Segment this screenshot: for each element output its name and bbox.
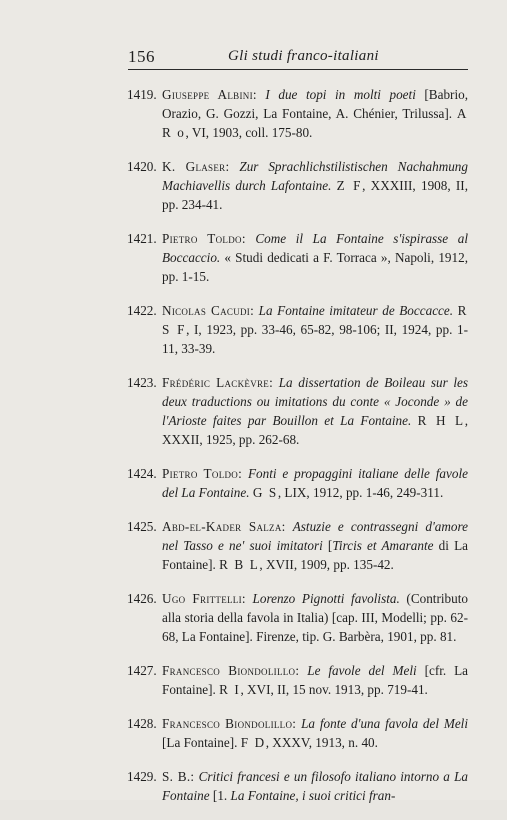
entry-author: Ugo Frittelli: bbox=[162, 591, 246, 606]
entry-journal: R S F bbox=[162, 303, 469, 337]
entry-text bbox=[162, 767, 468, 805]
entry-details: , I, 1923, pp. 33-46, 65-82, 98-106; II, 1924, pp. 1-11, 33-39. bbox=[162, 322, 469, 356]
bibliography-entry bbox=[0, 661, 507, 699]
entry-title: La fonte d'una favola del Meli bbox=[301, 716, 469, 731]
entry-details: , LIX, 1912, pp. 1-46, 249-311. bbox=[277, 485, 444, 500]
entry-number: 1429. bbox=[127, 769, 157, 784]
bibliography-entry bbox=[0, 373, 507, 449]
bibliography-entry bbox=[0, 464, 507, 502]
bibliography-entry bbox=[0, 85, 507, 142]
entry-journal: F D bbox=[240, 735, 266, 750]
running-title: Gli studi franco-italiani bbox=[228, 48, 379, 64]
entry-subtitle: Tircis et Amarante bbox=[332, 538, 434, 553]
entry-details: , VI, 1903, coll. 175-80. bbox=[185, 125, 313, 140]
entry-details: , XXXV, 1913, n. 40. bbox=[265, 735, 378, 750]
entry-journal: G S bbox=[252, 485, 278, 500]
entry-note: [cfr. La Fontaine]. bbox=[162, 663, 469, 697]
entry-note: [ bbox=[322, 538, 333, 553]
entry-text bbox=[162, 661, 468, 699]
entry-number: 1421. bbox=[127, 231, 157, 246]
entry-note: di La Fontaine]. bbox=[162, 538, 468, 572]
entry-title: I due topi in molti poeti bbox=[265, 87, 416, 102]
entry-title: La dissertation de Boileau sur les deux traductions ou imitations du conte « Joconde » de l'Arioste faites par Bouillon et La Fontaine. bbox=[162, 375, 468, 428]
page-number: 156 bbox=[128, 47, 155, 66]
entry-text bbox=[162, 85, 468, 142]
entry-number: 1423. bbox=[127, 375, 157, 390]
entry-title: Le favole del Meli bbox=[307, 663, 417, 678]
entry-details: « Studi dedicati a F. Torraca », Napoli, 1912, pp. 1-15. bbox=[162, 250, 468, 284]
bibliography-entry bbox=[0, 517, 507, 574]
entry-number: 1420. bbox=[127, 159, 157, 174]
entry-journal: R H L bbox=[417, 413, 465, 428]
entry-title: Astuzie e contrassegni d'amore nel Tasso e ne' suoi imitatori bbox=[162, 519, 469, 553]
entry-number: 1422. bbox=[127, 303, 157, 318]
entry-title: Lorenzo Pignotti favolista. bbox=[252, 591, 400, 606]
entry-number: 1425. bbox=[127, 519, 157, 534]
entry-text bbox=[162, 517, 468, 574]
bibliography-entry bbox=[0, 767, 507, 805]
entry-author: Nicolas Cacudi: bbox=[162, 303, 255, 318]
entry-text bbox=[162, 464, 468, 502]
entry-details: , XXXII, 1925, pp. 262-68. bbox=[162, 413, 468, 447]
entry-text bbox=[162, 373, 468, 449]
entry-number: 1428. bbox=[127, 716, 157, 731]
entry-title: Fonti e propaggini italiane delle favole del La Fontaine. bbox=[162, 466, 468, 500]
entry-author: Pietro Toldo: bbox=[162, 231, 246, 246]
entry-details: , XVII, 1909, pp. 135-42. bbox=[259, 557, 394, 572]
entry-journal: Z F bbox=[336, 178, 363, 193]
entry-author: Francesco Biondolillo: bbox=[162, 663, 300, 678]
entry-author: Francesco Biondolillo: bbox=[162, 716, 297, 731]
entry-author: Frédéric Lackèvre: bbox=[162, 375, 274, 390]
entry-author: S. B.: bbox=[162, 769, 195, 784]
bibliography-entry bbox=[0, 714, 507, 752]
entry-number: 1427. bbox=[127, 663, 157, 678]
entry-subtitle: La Fontaine, i suoi critici fran- bbox=[230, 788, 396, 803]
entry-title: Come il La Fontaine s'ispirasse al Boccaccio. bbox=[162, 231, 468, 265]
entry-title: Critici francesi e un filosofo italiano intorno a La Fontaine bbox=[162, 769, 468, 803]
entry-author: Abd-el-Kader Salza: bbox=[162, 519, 286, 534]
entry-author: Pietro Toldo: bbox=[162, 466, 243, 481]
bibliography-entry bbox=[0, 301, 507, 358]
entry-note: [1. bbox=[209, 788, 231, 803]
entry-author: K. Glaser: bbox=[162, 159, 230, 174]
entry-text bbox=[162, 157, 468, 214]
entry-text bbox=[162, 229, 468, 286]
entry-number: 1419. bbox=[127, 87, 157, 102]
entry-number: 1424. bbox=[127, 466, 157, 481]
entry-journal: R I bbox=[219, 682, 241, 697]
bibliography-entry bbox=[0, 229, 507, 286]
entry-title: Zur Sprachlichstilistischen Nachahmung Machiavellis durch Lafontaine. bbox=[162, 159, 468, 193]
entry-number: 1426. bbox=[127, 591, 157, 606]
entry-text bbox=[162, 714, 468, 752]
bibliography-list bbox=[0, 85, 507, 820]
entry-journal: R B L bbox=[219, 557, 260, 572]
entry-note: [Babrio, Orazio, G. Gozzi, La Fontaine, A. Chénier, Trilussa]. bbox=[162, 87, 468, 121]
entry-journal: A R o bbox=[162, 106, 468, 140]
page-header bbox=[128, 47, 468, 70]
entry-note: [La Fontaine]. bbox=[162, 735, 241, 750]
entry-title: La Fontaine imitateur de Boccacce. bbox=[258, 303, 454, 318]
entry-text bbox=[162, 301, 468, 358]
entry-details: , XXXIII, 1908, II, pp. 234-41. bbox=[162, 178, 468, 212]
bibliography-entry bbox=[0, 157, 507, 214]
bibliography-entry bbox=[0, 589, 507, 646]
entry-author: Giuseppe Albini: bbox=[162, 87, 257, 102]
entry-details: , XVI, II, 15 nov. 1913, pp. 719-41. bbox=[240, 682, 428, 697]
entry-text bbox=[162, 589, 468, 646]
entry-details: (Contributo alla storia della favola in Italia) [cap. III, Modelli; pp. 62-68, La Fontaine]. Firenze, tip. G. Barbèra, 1901, pp. 81. bbox=[162, 591, 468, 644]
